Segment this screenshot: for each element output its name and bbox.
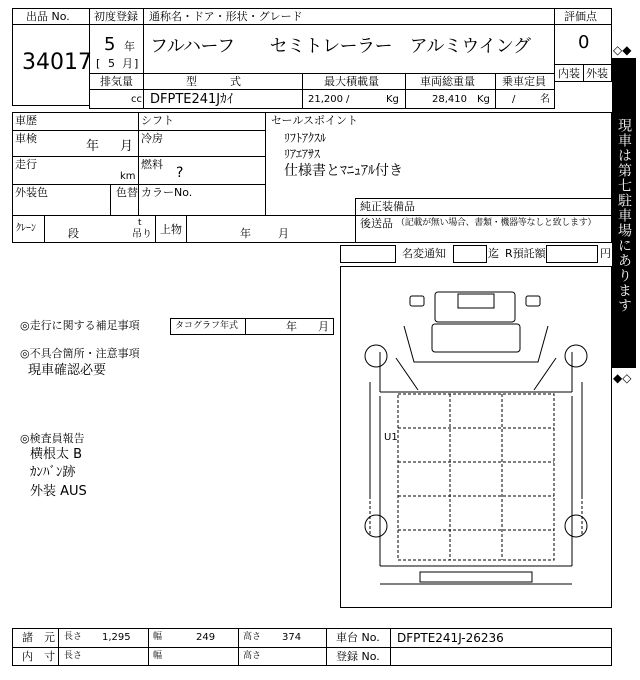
r-deposit-label: R預託額 <box>505 247 546 260</box>
deposit-until-label: 迄 <box>488 247 499 260</box>
lot-number: 34017 <box>22 50 92 75</box>
km-unit: km <box>120 171 136 182</box>
model-name: フルハーフ セミトレーラー アルミウイング <box>150 36 531 57</box>
first-registration-year: 5 <box>104 34 116 55</box>
length-label: 長さ <box>64 632 83 642</box>
cc-unit: cc <box>131 94 142 105</box>
post-send-note: （記載が無い場合、書類・機器等なしと致します） <box>396 218 597 228</box>
chassis-label: 車台 No. <box>336 631 380 644</box>
model-code: DFPTE241Jｶｲ <box>150 92 234 107</box>
driving-notes-label: ◎走行に関する補足事項 <box>20 319 140 332</box>
fuel-label: 燃料 <box>141 158 163 171</box>
width-label: 幅 <box>153 632 163 642</box>
ext-color-label: 外装色 <box>15 186 48 199</box>
color-change-label: 色替 <box>116 186 138 199</box>
height-label: 高さ <box>243 632 262 642</box>
r-deposit-box[interactable] <box>546 245 598 263</box>
selling-point-2: ﾘｱｴｱｻｽ <box>284 147 321 161</box>
width-value: 249 <box>196 632 216 643</box>
first-registration-month-unit: 月 <box>122 57 133 70</box>
max-load-slash: / <box>346 94 350 105</box>
gross-weight-label: 車両総重量 <box>420 75 475 88</box>
dimensions-label: 諸 元 <box>22 631 55 644</box>
name-change-box[interactable] <box>340 245 396 263</box>
genuine-equipment-label: 純正装備品 <box>360 200 415 213</box>
mileage-label: 走行 <box>15 158 37 171</box>
shift-label: シフト <box>141 114 174 127</box>
color-code-label: カラーNo. <box>141 186 193 199</box>
selling-points-label: セールスポイント <box>271 114 359 127</box>
aircon-label: 冷房 <box>141 132 163 145</box>
first-registration-year-unit: 年 <box>124 40 135 53</box>
inspection-year-unit: 年 <box>86 139 100 154</box>
crane-hoist-t: t <box>138 218 142 228</box>
tachograph-year-unit: 年 <box>286 320 297 333</box>
first-registration-month: 5 <box>108 57 115 70</box>
displacement-label: 排気量 <box>100 75 133 88</box>
upper-body-month-unit: 月 <box>278 227 289 240</box>
gross-weight-value: 28,410 <box>432 94 467 105</box>
crane-hoist-unit: 吊り <box>132 229 152 240</box>
interior-score-label: 内装 <box>558 67 580 80</box>
inspector-report-label: ◎検査員報告 <box>20 432 85 445</box>
selling-point-1: ﾘﾌﾄｱｸｽﾙ <box>284 131 327 145</box>
history-label: 車歴 <box>15 114 37 127</box>
tachograph-month-unit: 月 <box>318 320 329 333</box>
score-label: 評価点 <box>564 10 597 23</box>
defects-label: ◎不具合箇所・注意事項 <box>20 347 140 360</box>
interior-height-label: 高さ <box>243 651 262 661</box>
gross-weight-unit: Kg <box>477 94 490 105</box>
interior-dimensions-label: 内 寸 <box>22 650 55 663</box>
month-bracket-open: [ <box>96 57 101 70</box>
chassis-number: DFPTE241J-26236 <box>397 631 504 645</box>
crane-box <box>12 215 356 243</box>
max-load-value: 21,200 <box>308 94 343 105</box>
max-load-label: 最大積載量 <box>324 75 379 88</box>
interior-length-label: 長さ <box>64 651 83 661</box>
exterior-score-label: 外装 <box>586 67 608 80</box>
sidebar-notice <box>612 58 636 368</box>
fuel-value: ? <box>176 165 184 181</box>
inspection-label: 車検 <box>15 132 37 145</box>
height-value: 374 <box>282 632 302 643</box>
capacity-slash: / <box>512 94 516 105</box>
length-value: 1,295 <box>102 632 131 643</box>
inspector-note-1: 横根太 B <box>30 447 83 462</box>
first-registration-label: 初度登録 <box>94 10 138 23</box>
upper-body-label: 上物 <box>160 223 182 236</box>
sidebar-notice-text: 現車は第七駐車場にあります <box>616 118 632 313</box>
defects-value: 現車確認必要 <box>28 363 107 378</box>
upper-body-year-unit: 年 <box>240 227 251 240</box>
name-change-label: 名変通知 <box>402 247 446 260</box>
crane-label: ｸﾚｰﾝ <box>16 223 36 234</box>
score-value: 0 <box>578 32 590 53</box>
registration-label: 登録 No. <box>336 650 380 663</box>
interior-width-label: 幅 <box>153 651 163 661</box>
damage-mark-u1: U1 <box>384 432 398 443</box>
capacity-label: 乗車定員 <box>502 75 546 88</box>
selling-point-3: 仕様書とﾏﾆｭｱﾙ付き <box>284 163 403 179</box>
truck-diagram-icon <box>340 266 612 608</box>
model-name-label: 通称名・ドア・形状・グレード <box>149 10 303 23</box>
sidebar-top-diamonds: ◇◆ <box>613 43 632 57</box>
crane-stage-unit: 段 <box>68 227 79 240</box>
capacity-unit: 名 <box>540 94 550 105</box>
month-bracket-close: ] <box>134 57 139 70</box>
deposit-date-box[interactable] <box>453 245 487 263</box>
inspection-month-unit: 月 <box>120 139 134 154</box>
post-send-label: 後送品 <box>360 217 393 230</box>
max-load-unit: Kg <box>386 94 399 105</box>
inspector-note-3: 外装 AUS <box>30 484 87 499</box>
lot-number-label: 出品 No. <box>26 10 70 23</box>
sidebar-bottom-diamonds: ◆◇ <box>613 371 632 385</box>
tachograph-label: タコグラフ年式 <box>175 321 239 331</box>
model-code-label: 型 式 <box>186 75 241 88</box>
inspector-note-2: ｶﾝﾊﾞﾝ跡 <box>30 465 76 480</box>
yen-unit: 円 <box>600 247 611 260</box>
